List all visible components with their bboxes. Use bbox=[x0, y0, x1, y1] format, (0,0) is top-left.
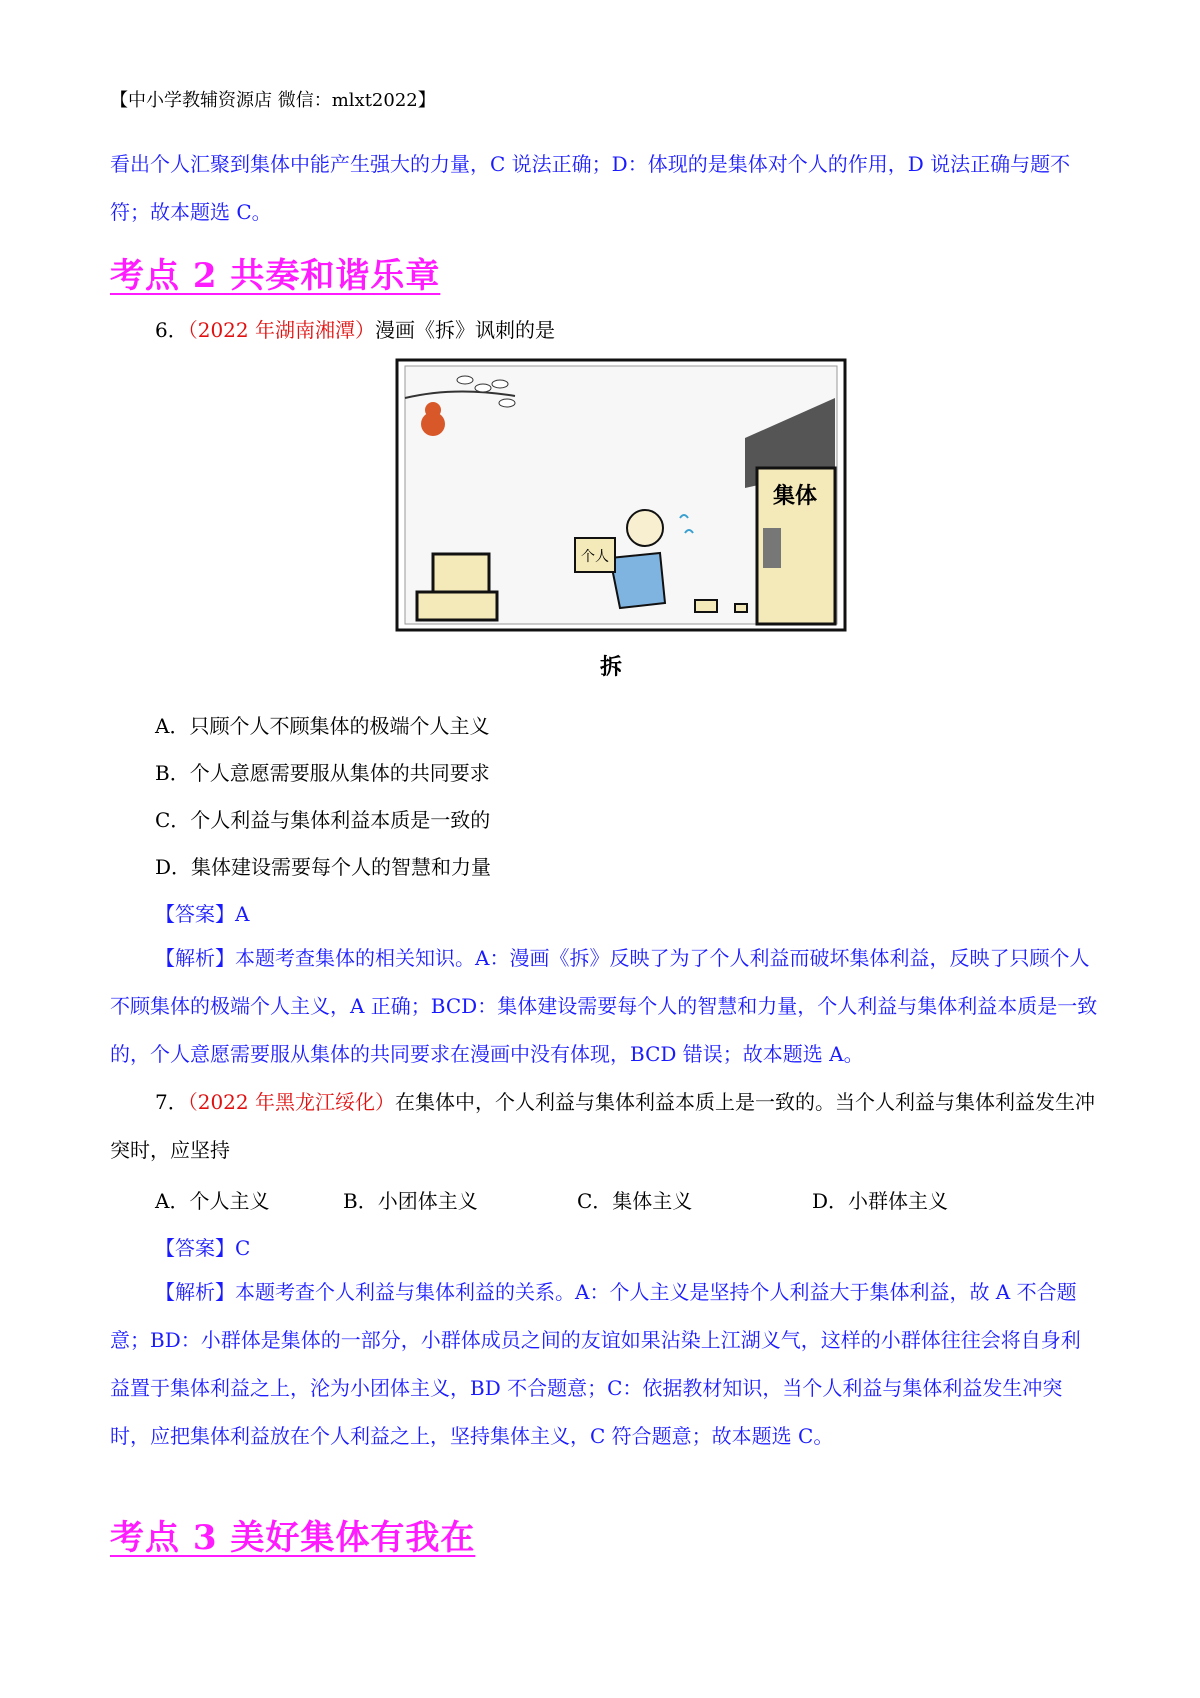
q7-option-c: C．集体主义 bbox=[577, 1189, 693, 1213]
q7-number: 7． bbox=[155, 1090, 188, 1114]
q6-answer bbox=[155, 898, 249, 927]
q6-option-d: D．集体建设需要每个人的智慧和力量 bbox=[155, 855, 492, 879]
q6-answer-value: A bbox=[235, 902, 250, 926]
q6-analysis-text: 本题考查集体的相关知识。A：漫画《拆》反映了为了个人利益而破坏集体利益，反映了只顾个人不顾集体的极端个人主义，A 正确；BCD：集体建设需要每个人的智慧和力量，个人利益与集体利益本质是一致的，个人意愿需要服从集体的共同要求在漫画中没有体现，BCD 错误；故本题选 A。 bbox=[110, 946, 1098, 1066]
rubble bbox=[735, 604, 747, 612]
leaf bbox=[475, 384, 491, 392]
q7-stem-text: 在集体中，个人利益与集体利益本质上是一致的。当个人利益与集体利益发生冲突时，应坚持 bbox=[110, 1090, 1095, 1162]
section-2-heading: 考点 2 共奏和谐乐章 bbox=[110, 256, 441, 296]
leaf bbox=[499, 399, 515, 407]
q7-source: （2022 年黑龙江绥化） bbox=[187, 1090, 395, 1114]
q7-answer-value: C bbox=[235, 1236, 251, 1260]
q6-stem-text: 漫画《拆》讽刺的是 bbox=[375, 318, 555, 342]
q6-option-c: C．个人利益与集体利益本质是一致的 bbox=[155, 808, 491, 832]
brick-block bbox=[417, 592, 497, 620]
q7-option-a: A．个人主义 bbox=[155, 1189, 270, 1213]
section-3-heading: 考点 3 美好集体有我在 bbox=[110, 1518, 476, 1558]
leaf bbox=[457, 376, 473, 384]
q7-analysis-label: 【解析】 bbox=[155, 1280, 235, 1304]
leaf bbox=[492, 380, 508, 388]
gourd bbox=[421, 412, 445, 436]
q7-analysis-text: 本题考查个人利益与集体利益的关系。A：个人主义是坚持个人利益大于集体利益，故 A 不合题意；BD：小群体是集体的一部分，小群体成员之间的友谊如果沾染上江湖义气，这样的小群体往往会将自身利益置于集体利益之上，沦为小团体主义，BD 不合题意；C：依据教材知识，当个人利益与集体利益发生冲突时，应把集体利益放在个人利益之上，坚持集体主义，C 符合题意；故本题选 C。 bbox=[110, 1280, 1081, 1448]
continuation-analysis: 看出个人汇聚到集体中能产生强大的力量，C 说法正确；D：体现的是集体对个人的作用，D 说法正确与题不符；故本题选 C。 bbox=[110, 152, 1071, 224]
q7-stem bbox=[110, 1078, 1100, 1174]
page-header: 【中小学教辅资源店 微信：mlxt2022】 bbox=[110, 90, 436, 111]
q7-option-b: B．小团体主义 bbox=[343, 1189, 478, 1213]
q6-analysis bbox=[110, 934, 1100, 1078]
cartoon-image bbox=[395, 358, 847, 633]
q6-number: 6． bbox=[155, 318, 188, 342]
q7-answer-label: 【答案】 bbox=[155, 1236, 235, 1260]
house-hole bbox=[763, 528, 781, 568]
q7-answer bbox=[155, 1232, 250, 1261]
person-body bbox=[610, 553, 665, 608]
q6-answer-label: 【答案】 bbox=[155, 902, 235, 926]
q7-options bbox=[0, 1185, 1200, 1215]
q7-analysis bbox=[110, 1268, 1100, 1460]
brick-block bbox=[433, 554, 489, 594]
rubble bbox=[695, 600, 717, 612]
q6-option-a: A．只顾个人不顾集体的极端个人主义 bbox=[155, 714, 490, 738]
q6-option-b: B．个人意愿需要服从集体的共同要求 bbox=[155, 761, 490, 785]
q6-source: （2022 年湖南湘潭） bbox=[187, 318, 375, 342]
q6-analysis-label: 【解析】 bbox=[155, 946, 235, 970]
q6-stem bbox=[155, 314, 555, 343]
q7-option-d: D．小群体主义 bbox=[812, 1189, 949, 1213]
cartoon-caption: 拆 bbox=[600, 655, 623, 680]
person-head bbox=[627, 510, 663, 546]
cartoon-label-collective: 集体 bbox=[772, 484, 818, 509]
cartoon-label-individual: 个人 bbox=[581, 549, 609, 565]
